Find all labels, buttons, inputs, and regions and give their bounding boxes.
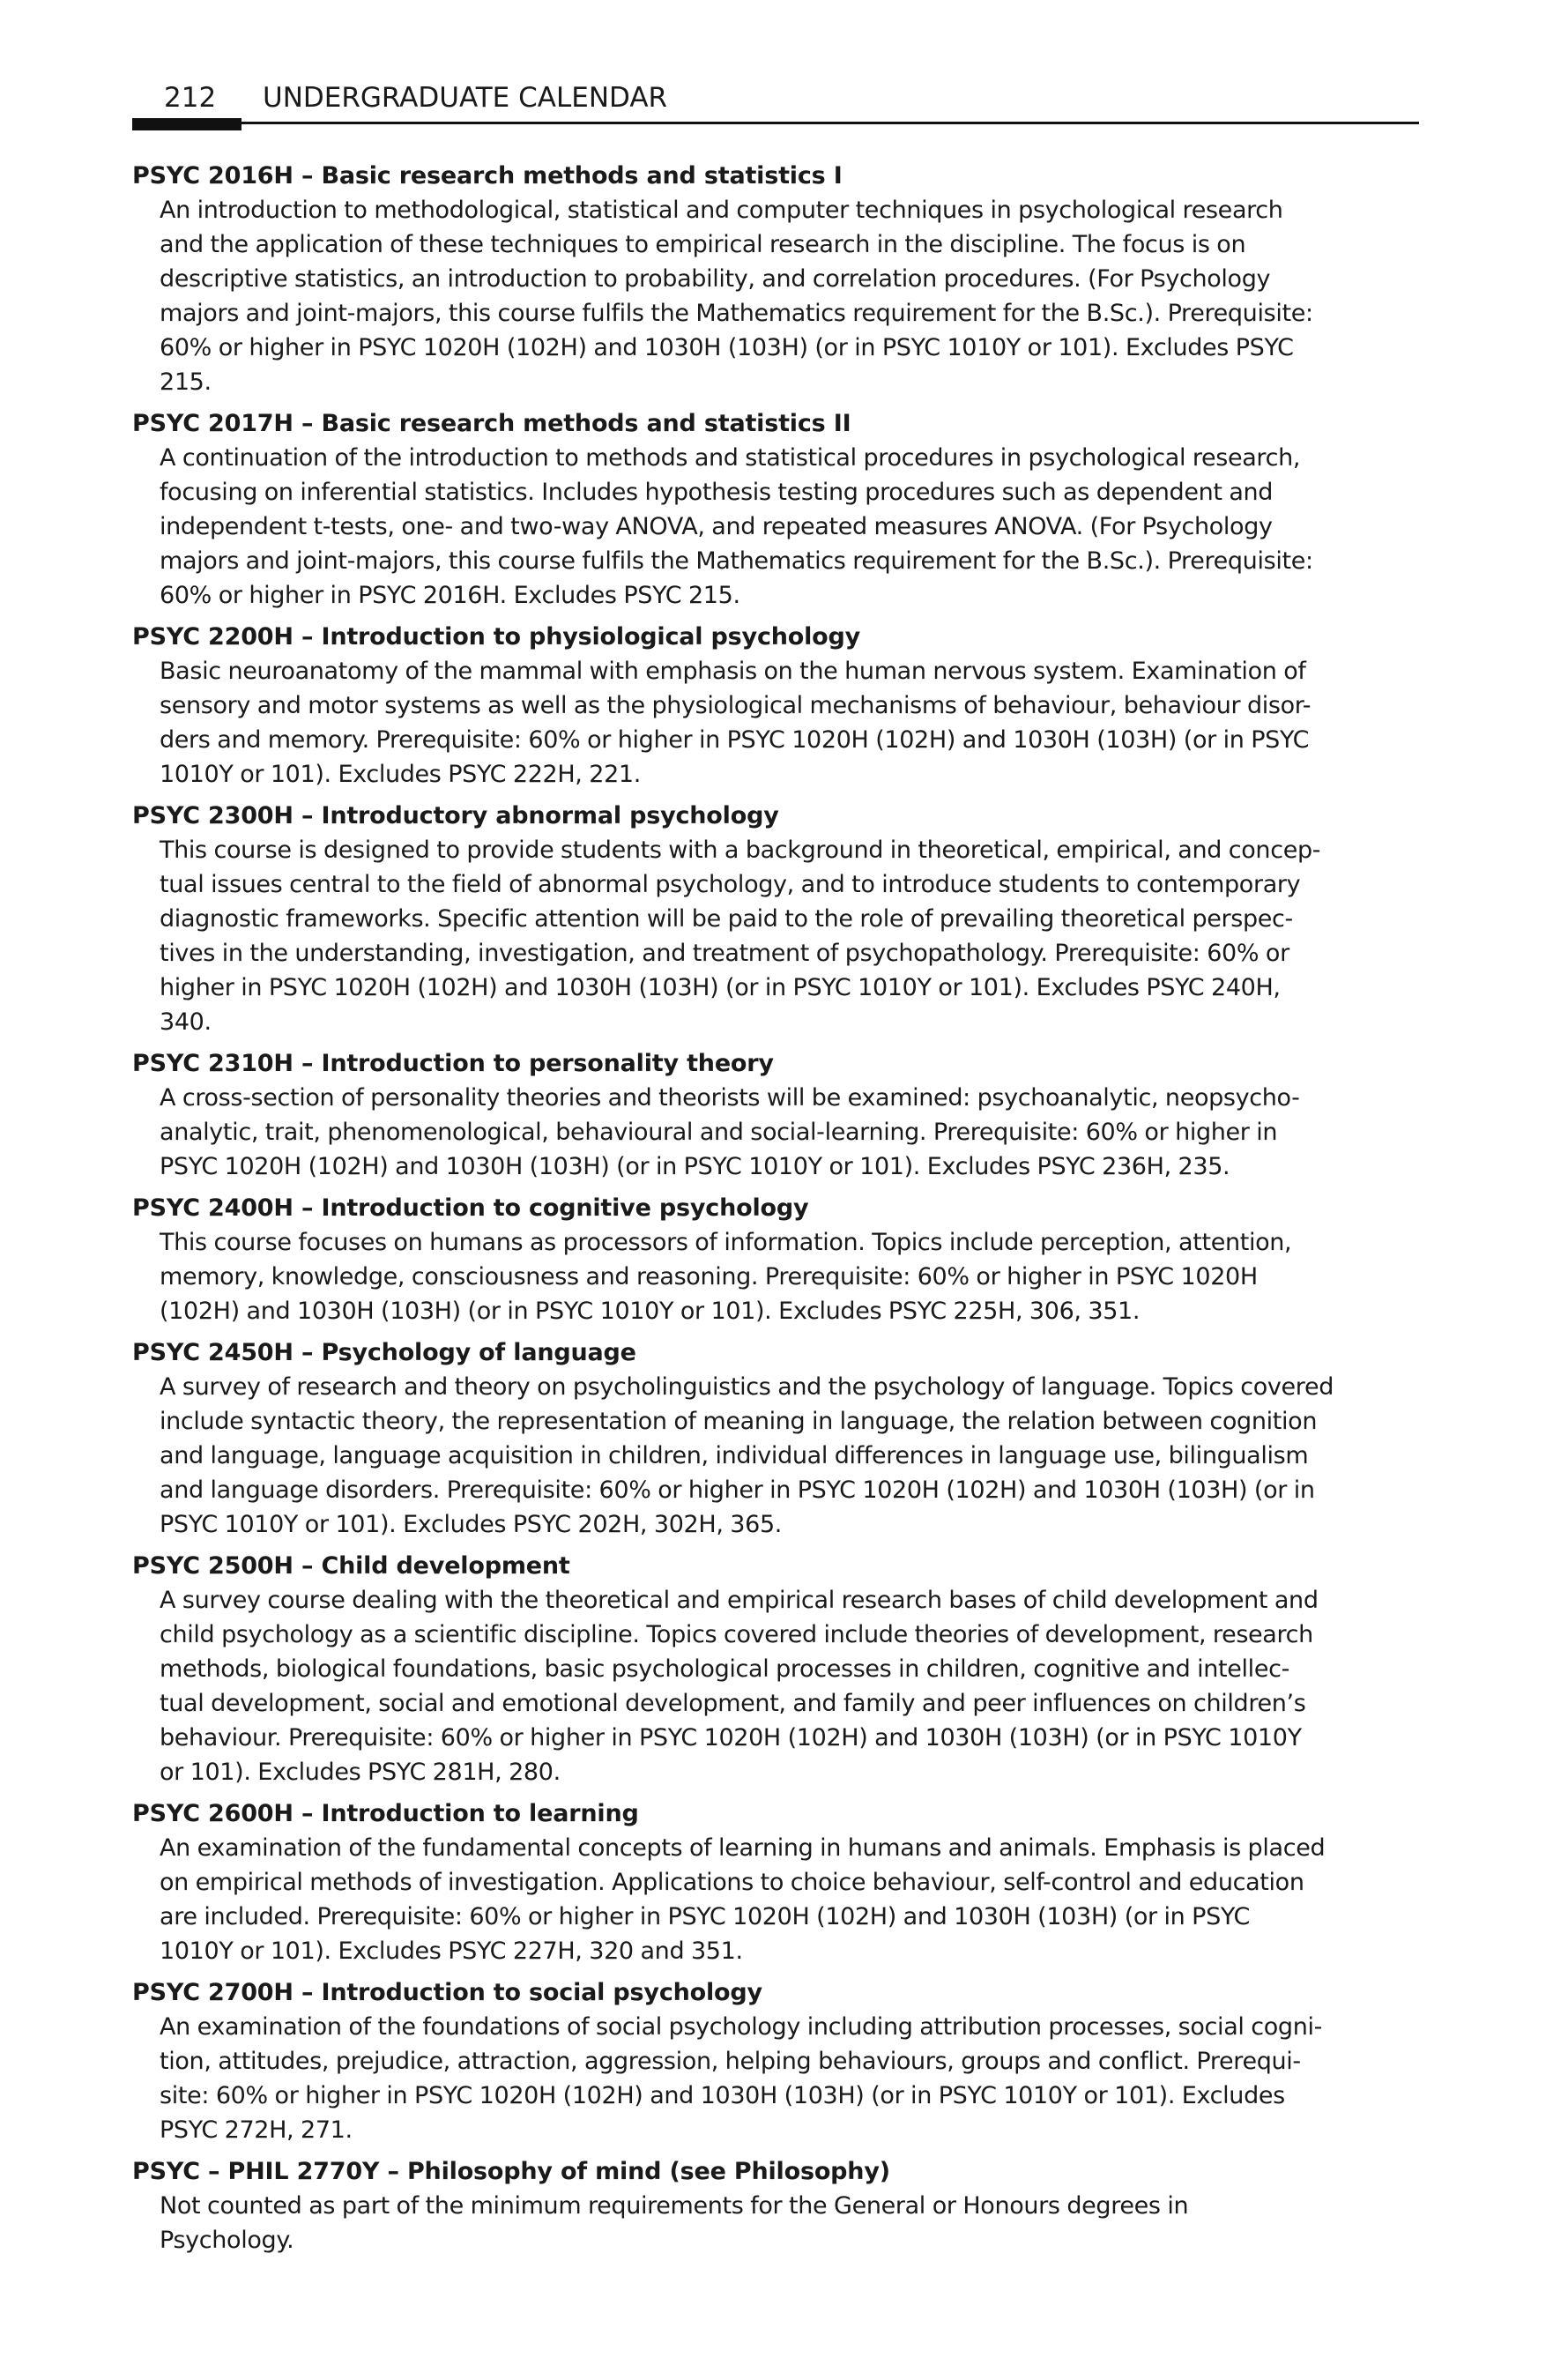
description-line: or 101). Excludes PSYC 281H, 280. (160, 1759, 561, 1786)
description-line: and the application of these techniques to empirical research in the discipline. The focus is on (160, 231, 1246, 258)
course-title: PSYC 2300H – Introductory abnormal psychology (132, 802, 779, 829)
course-description (160, 833, 1419, 1039)
description-line: ders and memory. Prerequisite: 60% or higher in PSYC 1020H (102H) and 1030H (103H) (or in PSYC (160, 726, 1310, 754)
description-line: child psychology as a scientific discipline. Topics covered include theories of development, research (160, 1621, 1313, 1648)
description-line: 60% or higher in PSYC 2016H. Excludes PSYC 215. (160, 582, 740, 609)
course-entry (132, 2154, 1419, 2257)
description-line: This course focuses on humans as processors of information. Topics include perception, attention, (160, 1229, 1292, 1256)
description-line: tives in the understanding, investigation, and treatment of psychopathology. Prerequisite: 60% or (160, 940, 1289, 967)
description-line: A survey of research and theory on psycholinguistics and the psychology of language. Topics covered (160, 1373, 1334, 1401)
description-line: descriptive statistics, an introduction to probability, and correlation procedures. (For Psychology (160, 265, 1271, 293)
course-entry (132, 159, 1419, 399)
course-list (132, 159, 1419, 2265)
description-line: majors and joint-majors, this course fulfils the Mathematics requirement for the B.Sc.). Prerequisite: (160, 547, 1313, 575)
description-line: A cross-section of personality theories and theorists will be examined: psychoanalytic, neopsycho- (160, 1084, 1300, 1112)
header-tab-marker (132, 118, 241, 130)
course-entry (132, 1191, 1419, 1328)
description-line: A survey course dealing with the theoretical and empirical research bases of child development and (160, 1587, 1319, 1614)
description-line: tion, attitudes, prejudice, attraction, aggression, helping behaviours, groups and conflict. Prerequi- (160, 2048, 1301, 2075)
course-entry (132, 1549, 1419, 1789)
course-description (160, 1225, 1419, 1328)
running-title: UNDERGRADUATE CALENDAR (263, 82, 668, 114)
description-line: PSYC 272H, 271. (160, 2116, 353, 2144)
course-title: PSYC 2016H – Basic research methods and statistics I (132, 162, 843, 190)
description-line: sensory and motor systems as well as the physiological mechanisms of behaviour, behaviour disor- (160, 692, 1312, 719)
description-line: Not counted as part of the minimum requirements for the General or Honours degrees in (160, 2192, 1189, 2220)
course-description (160, 441, 1419, 613)
course-entry (132, 1335, 1419, 1542)
course-title: PSYC 2400H – Introduction to cognitive psychology (132, 1194, 809, 1222)
description-line: An examination of the foundations of social psychology including attribution processes, social cogni- (160, 2013, 1323, 2041)
page-header (132, 69, 1419, 122)
course-description (160, 1831, 1419, 1968)
course-title: PSYC 2700H – Introduction to social psychology (132, 1979, 762, 2006)
course-title: PSYC – PHIL 2770Y – Philosophy of mind (see Philosophy) (132, 2158, 890, 2185)
course-description (160, 1081, 1419, 1184)
description-line: (102H) and 1030H (103H) (or in PSYC 1010Y or 101). Excludes PSYC 225H, 306, 351. (160, 1298, 1141, 1325)
description-line: 340. (160, 1008, 212, 1036)
description-line: PSYC 1010Y or 101). Excludes PSYC 202H, 302H, 365. (160, 1511, 783, 1538)
description-line: tual development, social and emotional development, and family and peer influences on children’s (160, 1690, 1306, 1717)
description-line: independent t-tests, one- and two-way ANOVA, and repeated measures ANOVA. (For Psychology (160, 513, 1273, 540)
course-entry (132, 799, 1419, 1039)
description-line: 1010Y or 101). Excludes PSYC 222H, 221. (160, 761, 641, 788)
description-line: diagnostic frameworks. Specific attention will be paid to the role of prevailing theoretical perspec- (160, 905, 1293, 933)
description-line: higher in PSYC 1020H (102H) and 1030H (103H) (or in PSYC 1010Y or 101). Excludes PSYC 240H, (160, 974, 1281, 1001)
course-title: PSYC 2450H – Psychology of language (132, 1339, 636, 1366)
description-line: are included. Prerequisite: 60% or higher in PSYC 1020H (102H) and 1030H (103H) (or in PSYC (160, 1903, 1251, 1930)
description-line: include syntactic theory, the representation of meaning in language, the relation between cognition (160, 1408, 1318, 1435)
course-title: PSYC 2200H – Introduction to physiological psychology (132, 623, 861, 651)
page-number: 212 (164, 82, 217, 114)
course-title: PSYC 2017H – Basic research methods and statistics II (132, 410, 851, 437)
description-line: Psychology. (160, 2227, 294, 2254)
description-line: 215. (160, 368, 212, 396)
description-line: A continuation of the introduction to methods and statistical procedures in psychological research, (160, 444, 1301, 472)
course-description (160, 1370, 1419, 1542)
course-title: PSYC 2500H – Child development (132, 1552, 570, 1580)
description-line: Basic neuroanatomy of the mammal with emphasis on the human nervous system. Examination of (160, 658, 1306, 685)
description-line: analytic, trait, phenomenological, behavioural and social-learning. Prerequisite: 60% or higher in (160, 1119, 1278, 1146)
course-description (160, 2010, 1419, 2147)
course-title: PSYC 2310H – Introduction to personality theory (132, 1050, 774, 1077)
description-line: majors and joint-majors, this course fulfils the Mathematics requirement for the B.Sc.). Prerequisite: (160, 300, 1313, 327)
description-line: site: 60% or higher in PSYC 1020H (102H) and 1030H (103H) (or in PSYC 1010Y or 101). Excludes (160, 2082, 1285, 2109)
course-description (160, 1583, 1419, 1789)
description-line: An introduction to methodological, statistical and computer techniques in psychological research (160, 197, 1283, 224)
description-line: on empirical methods of investigation. Applications to choice behaviour, self-control and education (160, 1869, 1304, 1896)
description-line: and language disorders. Prerequisite: 60% or higher in PSYC 1020H (102H) and 1030H (103H) (or in (160, 1476, 1315, 1504)
course-description (160, 654, 1419, 792)
description-line: 1010Y or 101). Excludes PSYC 227H, 320 and 351. (160, 1937, 743, 1965)
description-line: behaviour. Prerequisite: 60% or higher in PSYC 1020H (102H) and 1030H (103H) (or in PSYC 1010Y (160, 1724, 1302, 1752)
description-line: tual issues central to the field of abnormal psychology, and to introduce students to contemporary (160, 871, 1301, 898)
description-line: focusing on inferential statistics. Includes hypothesis testing procedures such as dependent and (160, 479, 1274, 506)
course-entry (132, 1975, 1419, 2147)
description-line: This course is designed to provide students with a background in theoretical, empirical, and concep- (160, 837, 1321, 864)
course-entry (132, 620, 1419, 792)
course-entry (132, 406, 1419, 613)
course-description (160, 193, 1419, 399)
description-line: methods, biological foundations, basic psychological processes in children, cognitive and intellec- (160, 1655, 1289, 1683)
description-line: and language, language acquisition in children, individual differences in language use, bilingualism (160, 1442, 1309, 1469)
description-line: PSYC 1020H (102H) and 1030H (103H) (or in PSYC 1010Y or 101). Excludes PSYC 236H, 235. (160, 1153, 1230, 1180)
course-title: PSYC 2600H – Introduction to learning (132, 1800, 639, 1827)
course-description (160, 2189, 1419, 2257)
course-entry (132, 1796, 1419, 1968)
course-entry (132, 1046, 1419, 1184)
description-line: memory, knowledge, consciousness and reasoning. Prerequisite: 60% or higher in PSYC 1020H (160, 1263, 1258, 1290)
header-rule (132, 122, 1419, 124)
description-line: 60% or higher in PSYC 1020H (102H) and 1030H (103H) (or in PSYC 1010Y or 101). Excludes PSYC (160, 334, 1294, 361)
description-line: An examination of the fundamental concepts of learning in humans and animals. Emphasis is placed (160, 1834, 1326, 1862)
